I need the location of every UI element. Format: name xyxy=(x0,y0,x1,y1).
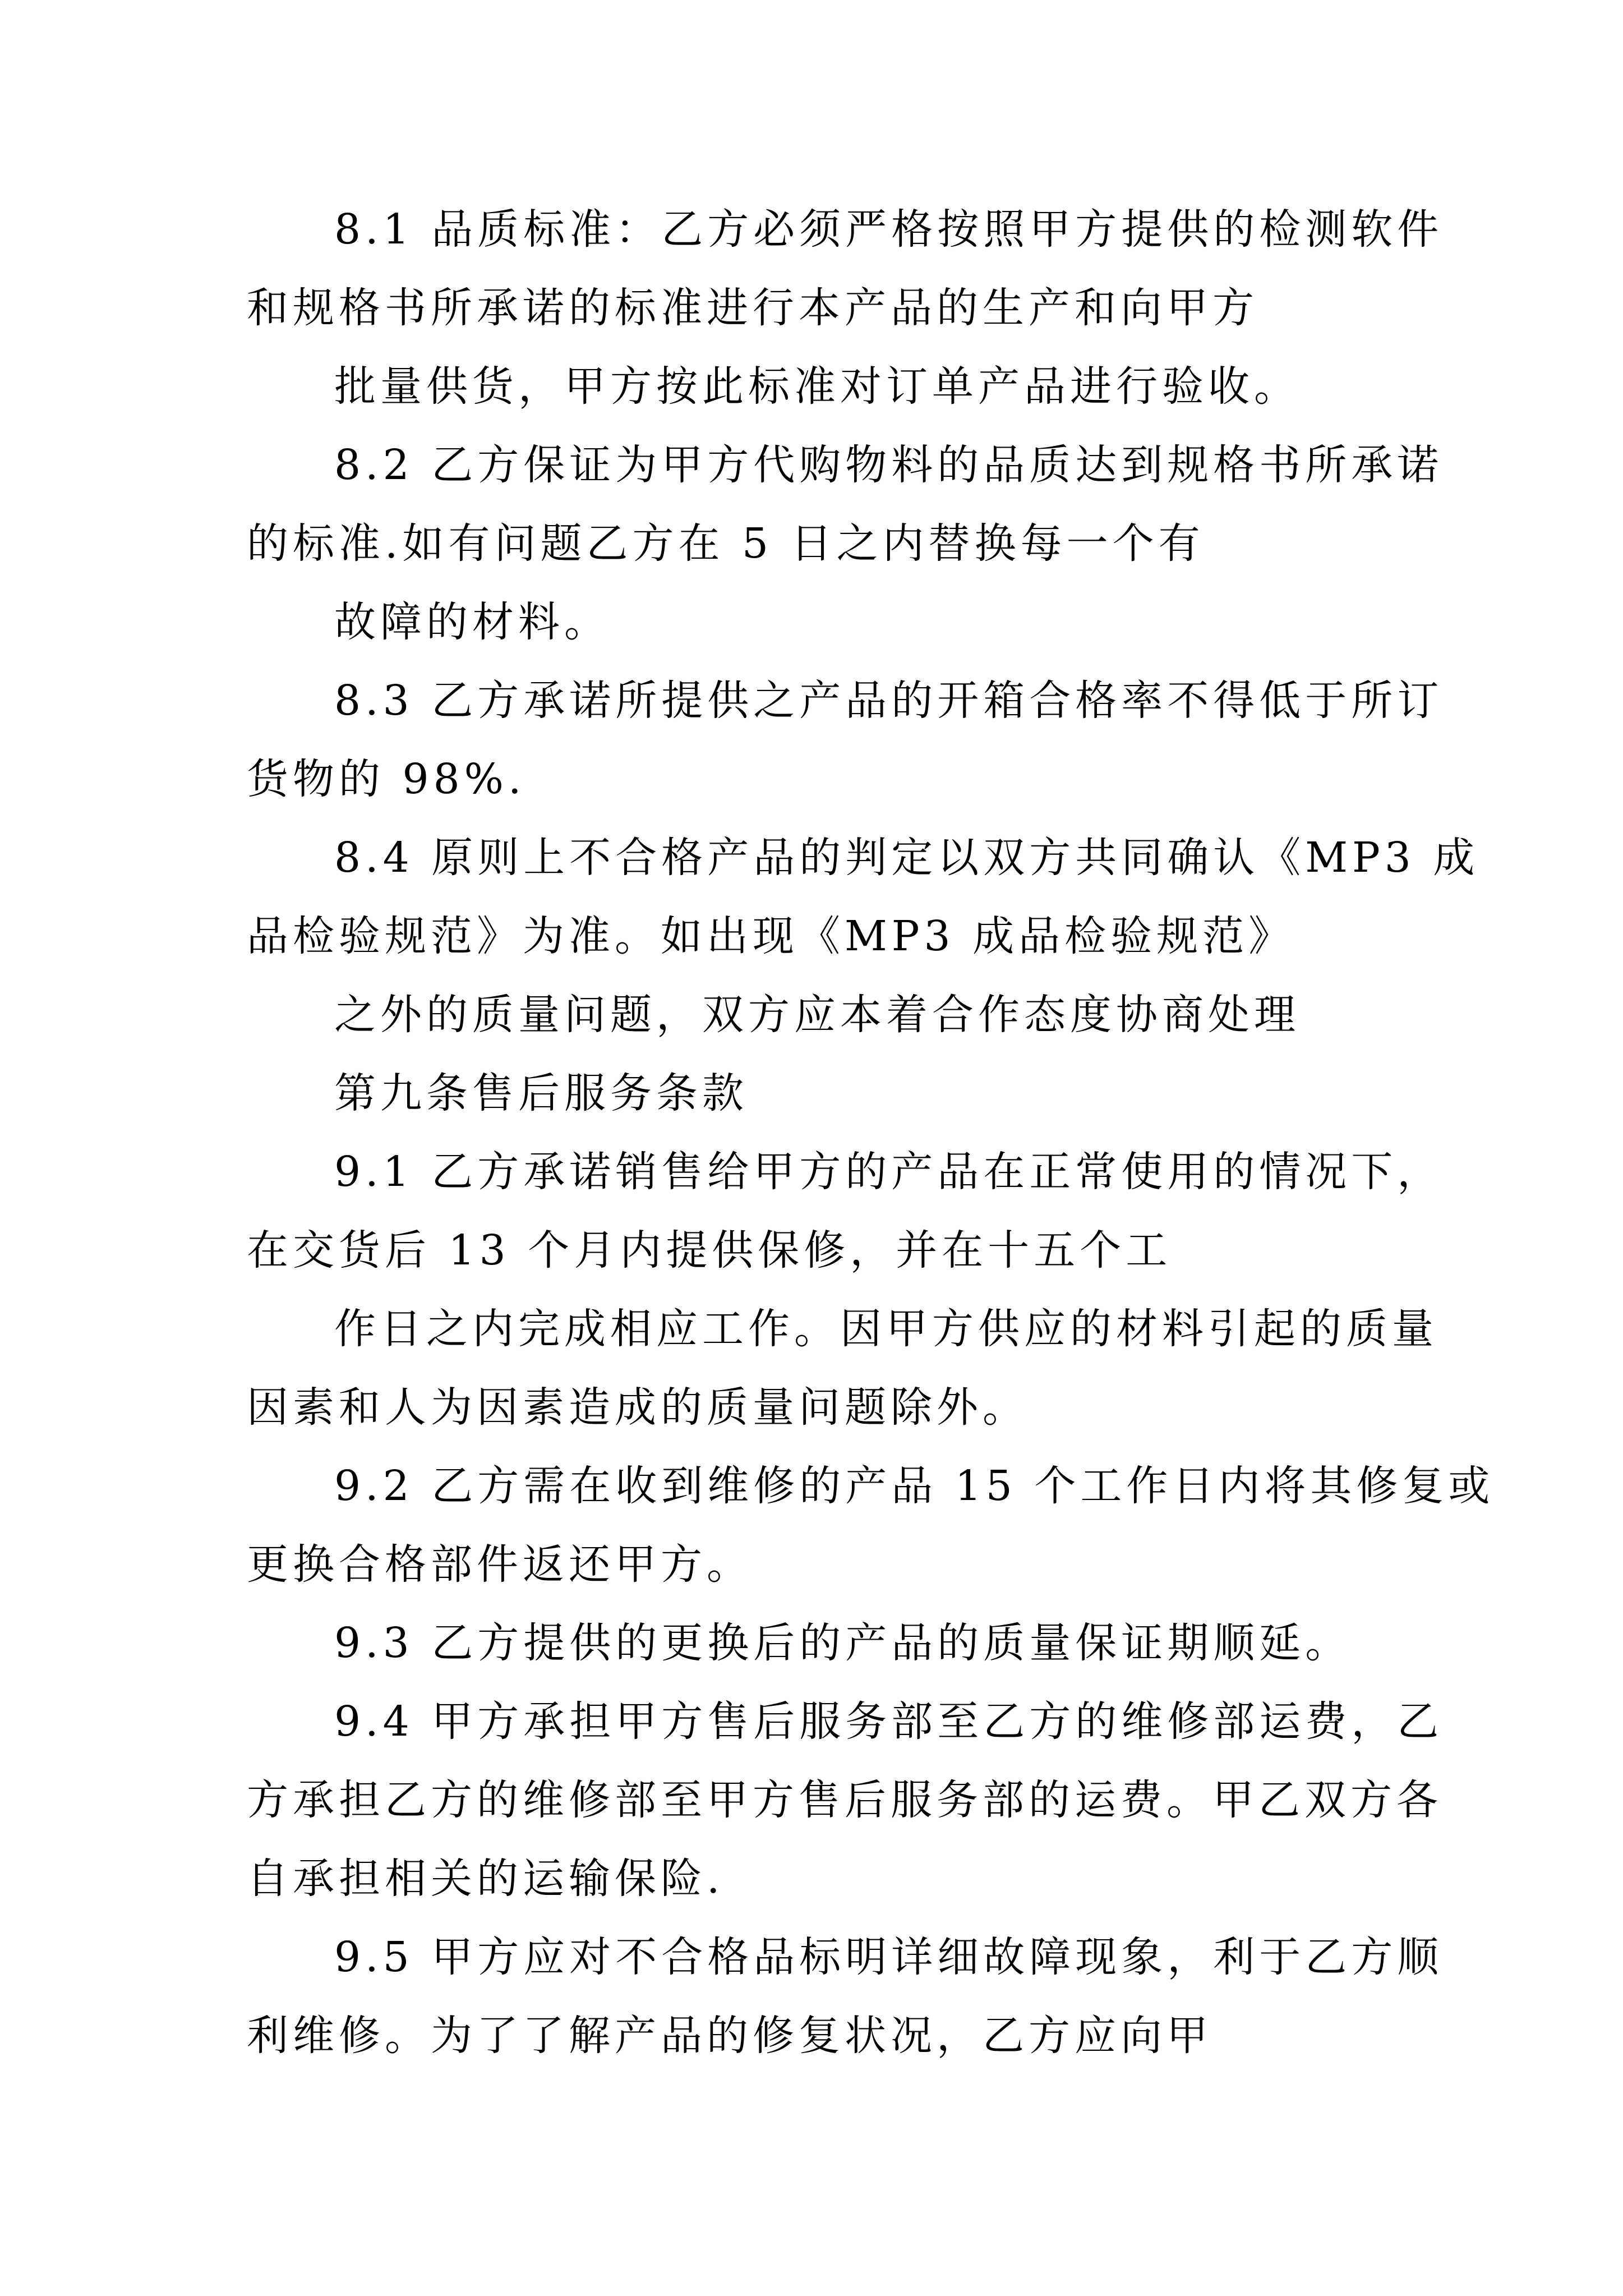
text-line: 批量供货，甲方按此标准对订单产品进行验收。 xyxy=(334,362,1300,411)
text-line: 在交货后 13 个月内提供保修，并在十五个工 xyxy=(247,1226,1172,1274)
text-line: 8.2 乙方保证为甲方代购物料的品质达到规格书所承诺 xyxy=(334,441,1444,489)
text-line: 之外的质量问题，双方应本着合作态度协商处理 xyxy=(334,991,1300,1039)
text-line: 品检验规范》为准。如出现《MP3 成品检验规范》 xyxy=(247,912,1295,960)
text-line: 货物的 98%. xyxy=(247,755,526,803)
text-line: 9.1 乙方承诺销售给甲方的产品在正常使用的情况下， xyxy=(334,1148,1444,1196)
text-line: 因素和人为因素造成的质量问题除外。 xyxy=(247,1383,1029,1432)
text-line: 9.2 乙方需在收到维修的产品 15 个工作日内将其修复或 xyxy=(334,1462,1495,1510)
text-line: 和规格书所承诺的标准进行本产品的生产和向甲方 xyxy=(247,284,1258,332)
text-line: 8.4 原则上不合格产品的判定以双方共同确认《MP3 成 xyxy=(334,834,1479,882)
section-heading: 第九条售后服务条款 xyxy=(334,1069,748,1117)
text-line: 9.3 乙方提供的更换后的产品的质量保证期顺延。 xyxy=(334,1619,1352,1667)
text-line: 利维修。为了了解产品的修复状况，乙方应向甲 xyxy=(247,2012,1212,2060)
text-line: 作日之内完成相应工作。因甲方供应的材料引起的质量 xyxy=(334,1305,1438,1353)
text-line: 更换合格部件返还甲方。 xyxy=(247,1540,753,1589)
text-line: 8.1 品质标准：乙方必须严格按照甲方提供的检测软件 xyxy=(334,205,1444,254)
text-line: 的标准.如有问题乙方在 5 日之内替换每一个有 xyxy=(247,519,1205,568)
text-line: 自承担相关的运输保险. xyxy=(247,1855,725,1903)
text-line: 故障的材料。 xyxy=(334,598,610,646)
text-line: 方承担乙方的维修部至甲方售后服务部的运费。甲乙双方各 xyxy=(247,1776,1442,1824)
document-body xyxy=(247,205,1495,2093)
text-line: 9.4 甲方承担甲方售后服务部至乙方的维修部运费，乙 xyxy=(334,1697,1444,1746)
text-line: 9.5 甲方应对不合格品标明详细故障现象，利于乙方顺 xyxy=(334,1933,1444,1981)
text-line: 8.3 乙方承诺所提供之产品的开箱合格率不得低于所订 xyxy=(334,677,1444,725)
